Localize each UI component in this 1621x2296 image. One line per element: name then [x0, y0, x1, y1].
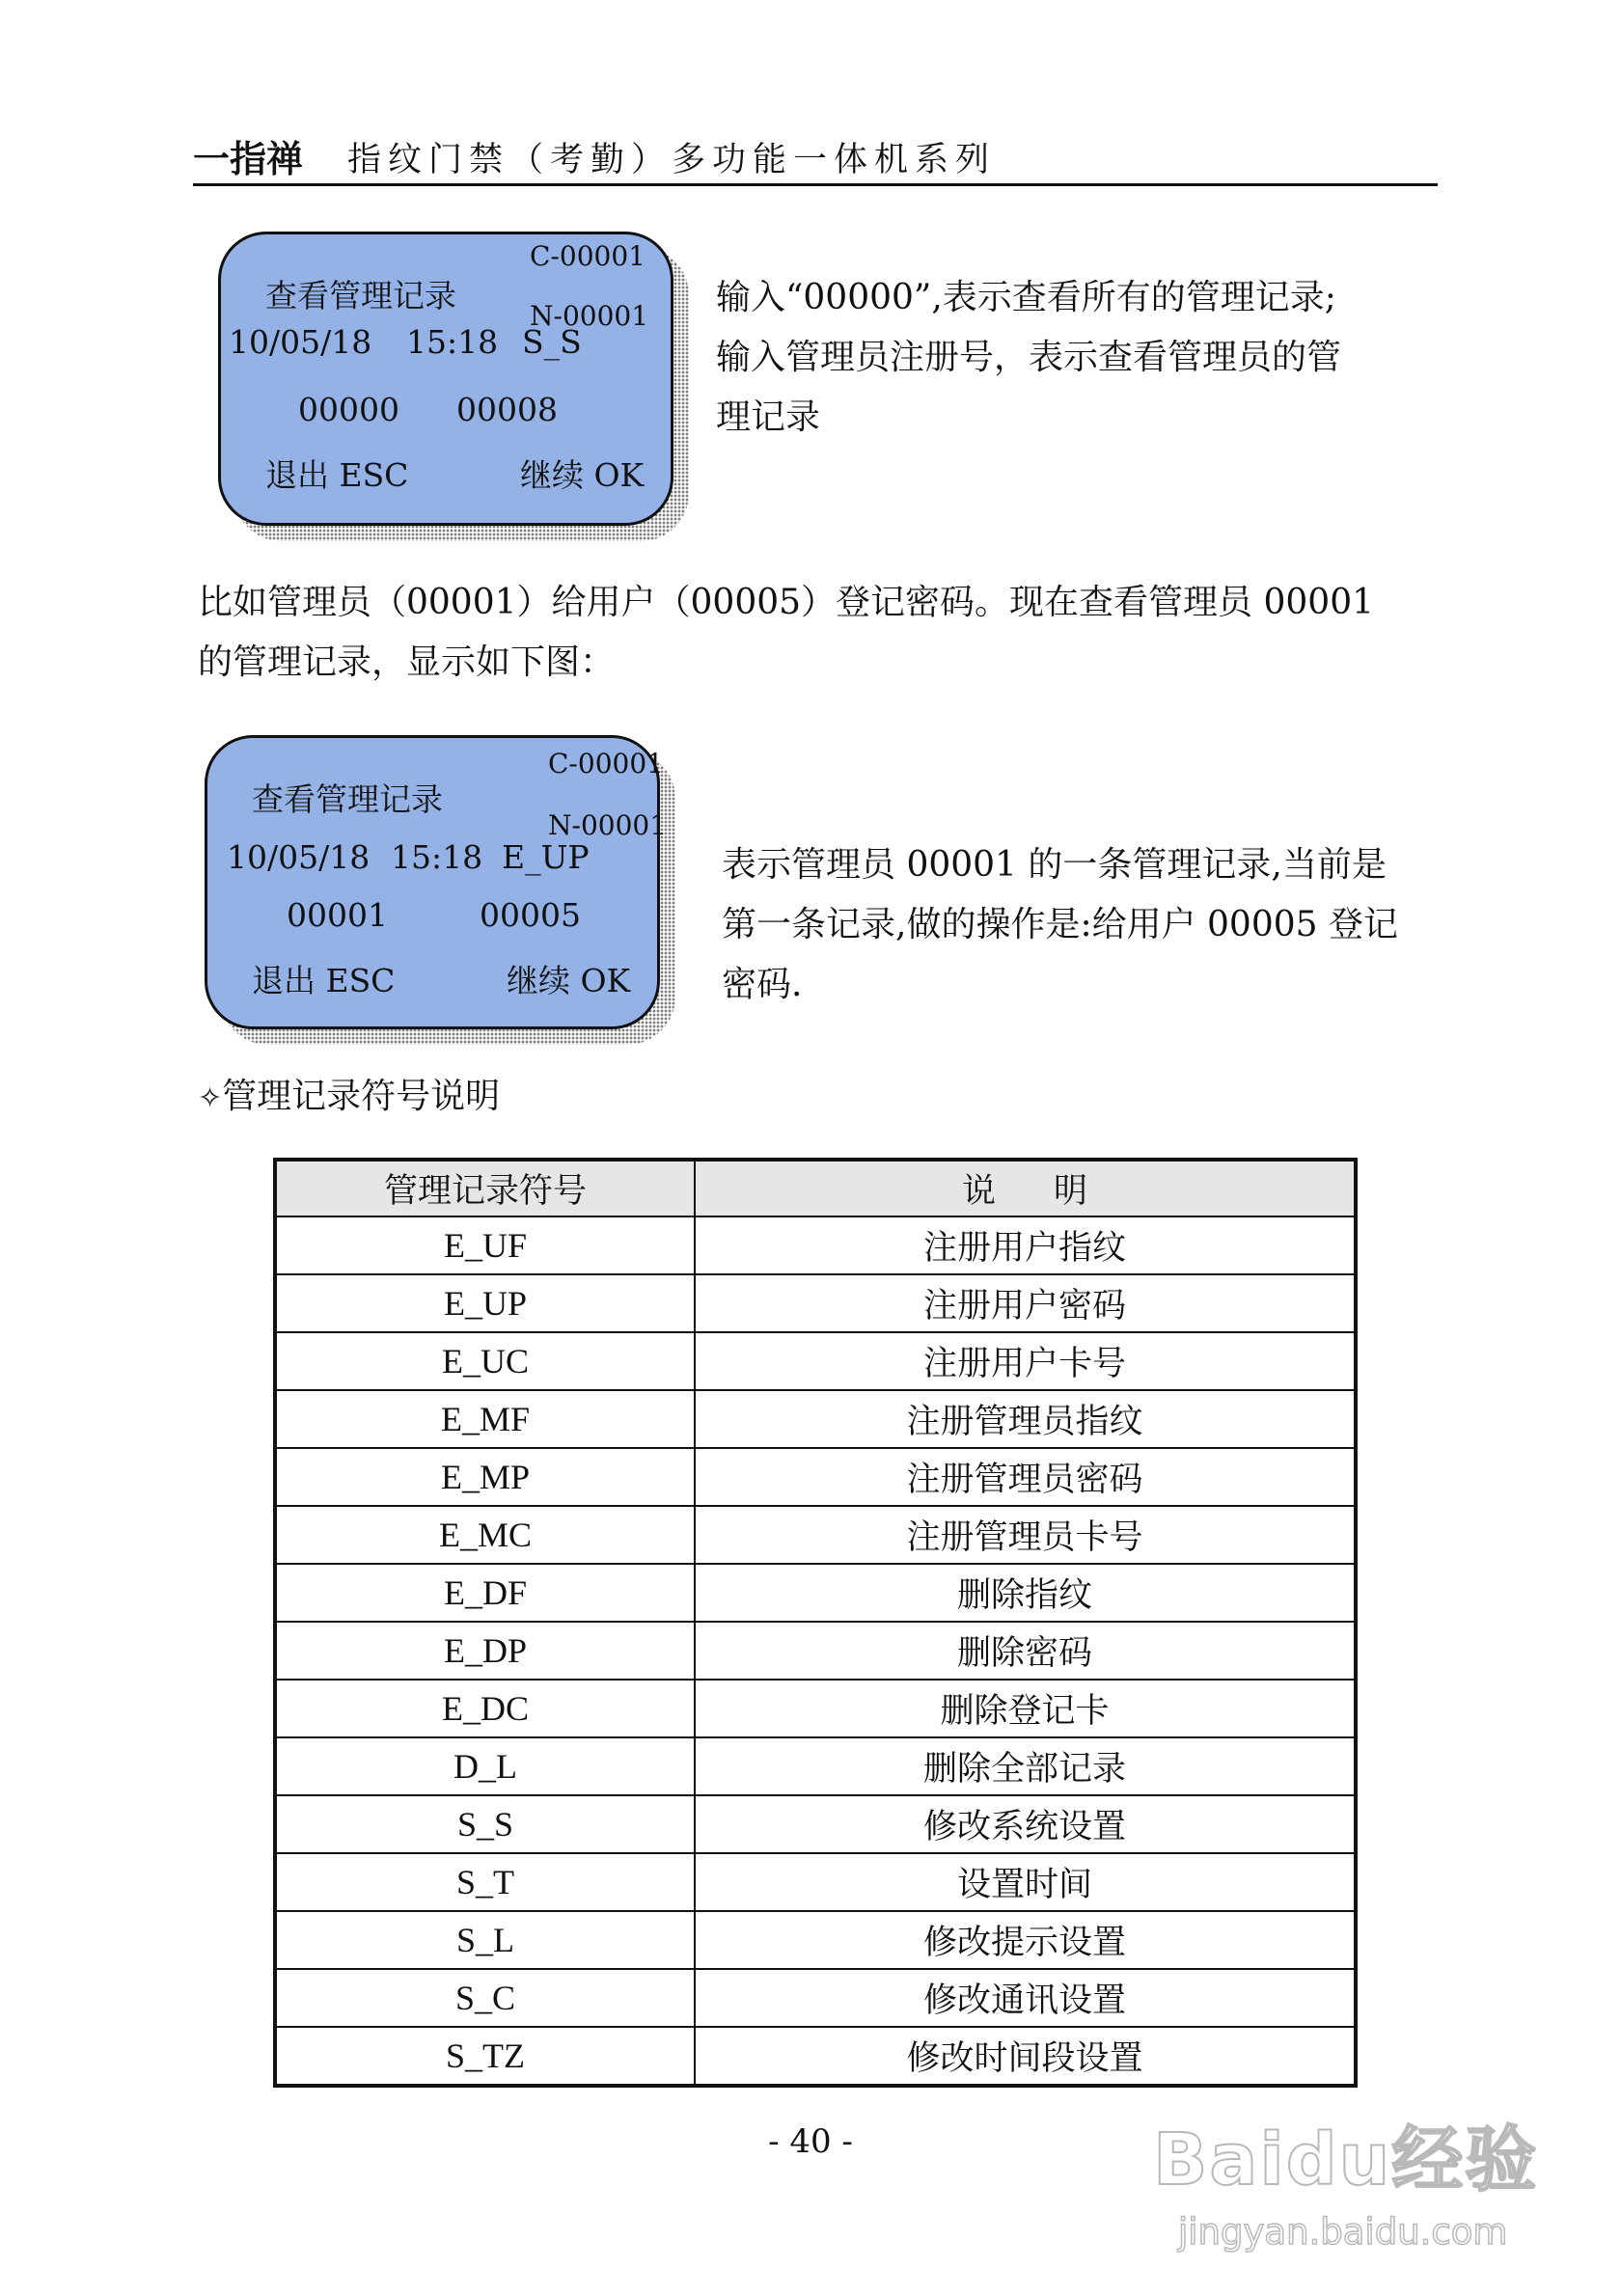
user-id: 00008 — [456, 391, 558, 428]
lcd-screen-2 — [205, 735, 668, 1029]
lcd-title: 查看管理记录 — [252, 780, 443, 818]
brand-logo-text: 一指禅 — [193, 138, 304, 180]
table-row — [275, 1737, 1356, 1795]
symbol-code: S_S — [275, 1795, 695, 1853]
symbol-code: E_UP — [275, 1274, 695, 1332]
lcd-screen-1 — [218, 232, 673, 526]
baidu-watermark — [1153, 2103, 1558, 2267]
table-row — [275, 1390, 1356, 1448]
page-number: - 40 - — [768, 2122, 853, 2161]
symbol-code: E_MF — [275, 1390, 695, 1448]
symbol-desc: 注册用户卡号 — [695, 1332, 1356, 1390]
symbol-desc: 删除密码 — [695, 1622, 1356, 1680]
watermark-url: jingyan.baidu.com — [1178, 2211, 1508, 2253]
symbol-desc: 注册管理员指纹 — [695, 1390, 1356, 1448]
symbol-desc: 删除全部记录 — [695, 1737, 1356, 1795]
symbol-desc: 注册管理员卡号 — [695, 1506, 1356, 1564]
symbol-code: D_L — [275, 1737, 695, 1795]
lcd-panel — [218, 232, 673, 526]
record-time: 15:18 — [391, 838, 483, 876]
c-counter: C-00001 — [548, 748, 664, 779]
symbol-code: E_DC — [275, 1680, 695, 1737]
page-header — [193, 123, 1438, 186]
desc1-line2: 输入管理员注册号，表示查看管理员的管 — [716, 338, 1342, 377]
symbol-desc: 注册用户指纹 — [695, 1216, 1356, 1274]
lcd-panel — [205, 735, 668, 1029]
symbol-code: S_T — [275, 1853, 695, 1911]
ok-label: 继续 OK — [507, 962, 631, 999]
header-code: 管理记录符号 — [275, 1160, 695, 1216]
symbol-desc: 修改系统设置 — [695, 1795, 1356, 1853]
series-title: 指纹门禁（考勤）多功能一体机系列 — [347, 141, 997, 179]
c-counter: C-00001 — [530, 240, 646, 272]
table-row — [275, 1853, 1356, 1911]
lcd-title: 查看管理记录 — [265, 277, 456, 314]
symbol-desc: 注册用户密码 — [695, 1274, 1356, 1332]
admin-id: 00000 — [298, 391, 399, 428]
symbol-code: S_TZ — [275, 2027, 695, 2086]
table-row — [275, 1564, 1356, 1622]
n-counter: N-00001 — [548, 809, 668, 841]
table-row — [275, 1216, 1356, 1274]
table-row — [275, 1274, 1356, 1332]
desc2-line3: 密码. — [722, 965, 803, 1004]
table-row — [275, 1795, 1356, 1853]
watermark-logo: Baidu经验 — [1153, 2118, 1539, 2201]
record-date: 10/05/18 — [227, 838, 371, 876]
section-title-text: 管理记录符号说明 — [222, 1077, 501, 1116]
symbol-desc: 删除登记卡 — [695, 1680, 1356, 1737]
table-row — [275, 2027, 1356, 2086]
symbols-section-title — [198, 1069, 500, 1118]
symbol-desc: 修改时间段设置 — [695, 2027, 1356, 2086]
symbol-desc: 删除指纹 — [695, 1564, 1356, 1622]
record-time: 15:18 — [406, 323, 499, 361]
admin-id: 00001 — [287, 896, 388, 934]
header-desc: 说明 — [695, 1160, 1356, 1216]
esc-label: 退出 ESC — [265, 456, 409, 494]
record-date: 10/05/18 — [229, 323, 372, 361]
symbol-desc: 修改提示设置 — [695, 1911, 1356, 1969]
desc2-line1: 表示管理员 00001 的一条管理记录,当前是 — [722, 845, 1387, 885]
table-header-row — [275, 1160, 1356, 1216]
desc2-line2: 第一条记录,做的操作是:给用户 00005 登记 — [722, 905, 1398, 944]
symbol-code: E_DP — [275, 1622, 695, 1680]
symbol-code: S_C — [275, 1969, 695, 2027]
ok-label: 继续 OK — [520, 456, 645, 494]
table-row — [275, 1506, 1356, 1564]
symbol-desc: 设置时间 — [695, 1853, 1356, 1911]
table-row — [275, 1448, 1356, 1506]
symbol-code: E_DF — [275, 1564, 695, 1622]
symbol-code: E_MC — [275, 1506, 695, 1564]
record-op-code: E_UP — [502, 838, 590, 876]
records-symbol-table — [273, 1158, 1358, 2088]
n-counter: N-00001 — [530, 300, 649, 332]
table-row — [275, 1680, 1356, 1737]
table-row — [275, 1332, 1356, 1390]
table-row — [275, 1911, 1356, 1969]
esc-label: 退出 ESC — [252, 962, 396, 999]
diamond-bullet-icon: ✧ — [198, 1081, 223, 1115]
symbol-code: E_MP — [275, 1448, 695, 1506]
symbol-code: S_L — [275, 1911, 695, 1969]
user-id: 00005 — [480, 896, 581, 934]
example-line1: 比如管理员（00001）给用户（00005）登记密码。现在查看管理员 00001 — [198, 583, 1375, 622]
example-line2: 的管理记录，显示如下图： — [198, 642, 616, 682]
symbol-code: E_UC — [275, 1332, 695, 1390]
symbol-code: E_UF — [275, 1216, 695, 1274]
desc1-line3: 理记录 — [716, 397, 821, 437]
record-op-code: S_S — [522, 323, 582, 361]
symbol-desc: 注册管理员密码 — [695, 1448, 1356, 1506]
table-row — [275, 1622, 1356, 1680]
symbol-desc: 修改通讯设置 — [695, 1969, 1356, 2027]
desc1-line1: 输入“00000”,表示查看所有的管理记录; — [716, 278, 1336, 317]
table-row — [275, 1969, 1356, 2027]
